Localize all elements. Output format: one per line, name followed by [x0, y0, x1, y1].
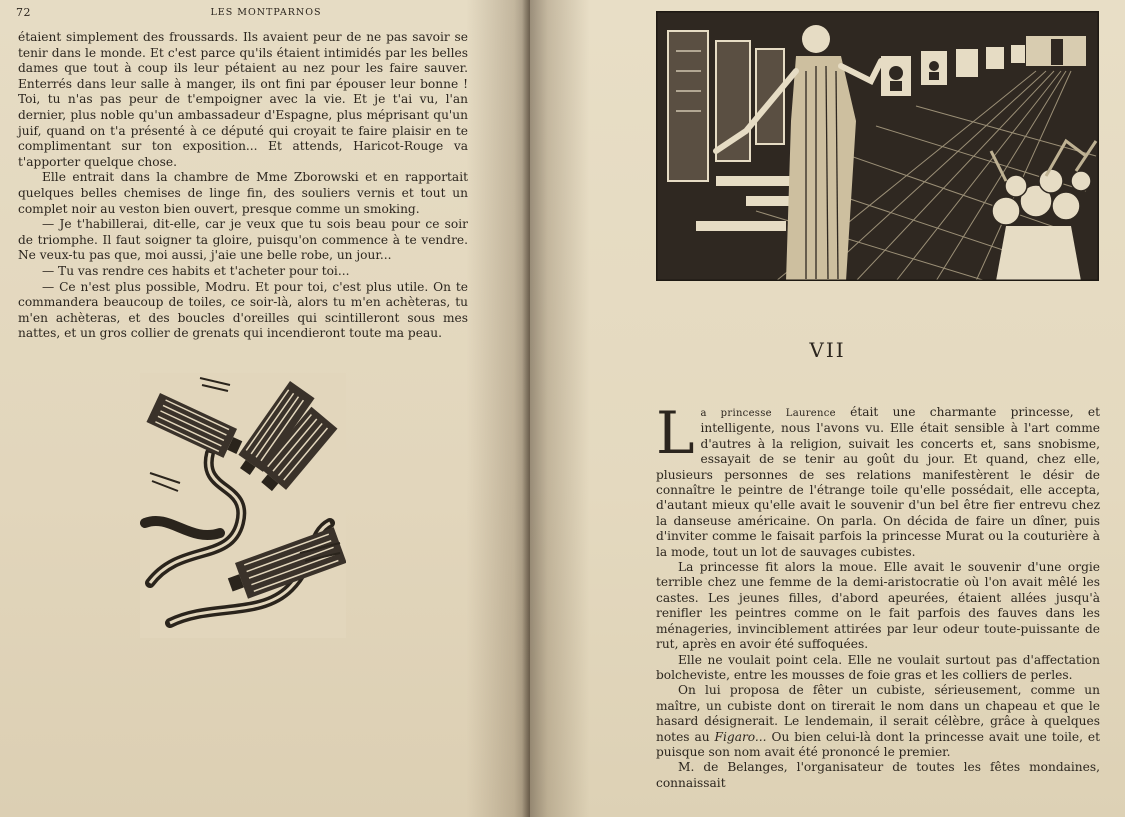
paragraph-text: Ou bien celui-là dont la princesse avait une toile, et puisque son nom avait été prononcé le premier. — [656, 729, 1100, 759]
paragraph: — Je t'habillerai, dit-elle, car je veux que tu sois beau pour ce soir de triomphe. Il faut soigner ta gloire, puisqu'on commence à te vendre. Ne veux-tu pas que, moi aussi, j'aie une belle robe, un jour... — [18, 217, 468, 263]
opening-words: a princesse Laurence — [700, 408, 836, 419]
paragraph — [656, 683, 1100, 760]
figaro-italic: Figaro... — [714, 729, 767, 744]
paragraph: Elle ne voulait point cela. Elle ne voulait surtout pas d'affectation bolcheviste, entre les mousses de foie gras et les colliers de perles. — [656, 652, 1100, 682]
chapter-number: VII — [809, 338, 846, 362]
paint-tubes-woodcut — [140, 373, 346, 638]
paragraph — [656, 399, 1100, 560]
right-body-text — [656, 399, 1100, 791]
right-page — [530, 0, 1125, 817]
paragraph: — Tu vas rendre ces habits et t'acheter pour toi... — [42, 263, 350, 278]
gallery-exhibition-woodcut — [656, 11, 1099, 281]
paragraph-text: On lui proposa de fêter un cubiste, sérieusement, comme un maître, un cubiste dont on tirerait le nom dans un chapeau et que le hasard désignerait. Le lendemain, il serait célèbre, grâce à quelques notes au — [656, 683, 1100, 744]
paragraph: M. de Belanges, l'organisateur de toutes les fêtes mondaines, connaissait — [656, 760, 1100, 790]
paragraph: La princesse fit alors la moue. Elle avait le souvenir d'une orgie terrible chez une femme de la demi-aristocratie où l'on avait mêlé les castes. Les jeunes filles, d'abord apeurées, étaient allées jusqu'à renifler les peintres comme on le fait parfois des fauves dans les ménageries, invinciblement attirées par leur odeur toute-puissante de rut, après en avoir été suffoquées. — [656, 560, 1100, 652]
paragraph: — Ce n'est plus possible, Modru. Et pour toi, c'est plus utile. On te commandera beaucoup de toiles, ce soir-là, alors tu m'en achèteras, tu m'en achèteras, et des boucles d'oreilles qui scintilleront sous mes nattes, et un gros collier de grenats qui incendieront toute ma peau. — [18, 279, 468, 341]
running-head — [16, 6, 516, 22]
running-title: LES MONTPARNOS — [210, 7, 322, 18]
left-page — [0, 0, 530, 817]
paragraph: étaient simplement des froussards. Ils avaient peur de ne pas savoir se tenir dans le monde. Et c'est parce qu'ils étaient intimidés par les belles dames que tout à coup ils leur pétaient au nez pour les faire sauver. Enterrés dans leur salle à manger, ils ont fini par épouser leur bonne ! Toi, tu n'as pas peur de t'empoigner avec la vie. Et je t'ai vu, l'an dernier, plus noble qu'un ambassadeur d'Espagne, plus méprisant qu'un juif, quand on t'a présenté à ce député qui croyait te faire plaisir en te complimentant sur ton exposition... Et attends, Haricot-Rouge va t'apporter quelque chose. — [18, 30, 468, 169]
paragraph-text: était une charmante princesse, et intelligente, nous l'avons vu. Elle était sensible à l'art comme d'autres à la religion, suivait les concerts et, sans snobisme, essayait de se tenir au goût du jour. Et quand, chez elle, plusieurs personnes de ses relations manifestèrent le désir de connaître le peintre de l'étrange toile qu'elle possédait, elle accepta, d'autant mieux qu'elle avait le souvenir d'un bel être fier entrevu chez la danseuse américaine. On parla. On décida de faire un dîner, puis d'inviter comme le faisait parfois la princesse Murat ou la couturière à la mode, tout un lot de sauvages cubistes. — [656, 405, 1100, 559]
page-number: 72 — [16, 6, 31, 19]
drop-cap: L — [656, 399, 695, 467]
paragraph: Elle entrait dans la chambre de Mme Zborowski et en rapportait quelques belles chemises de linge fin, des souliers vernis et tout un complet noir au veston bien ouvert, presque comme un smoking. — [18, 170, 468, 216]
left-body-text — [18, 30, 468, 342]
